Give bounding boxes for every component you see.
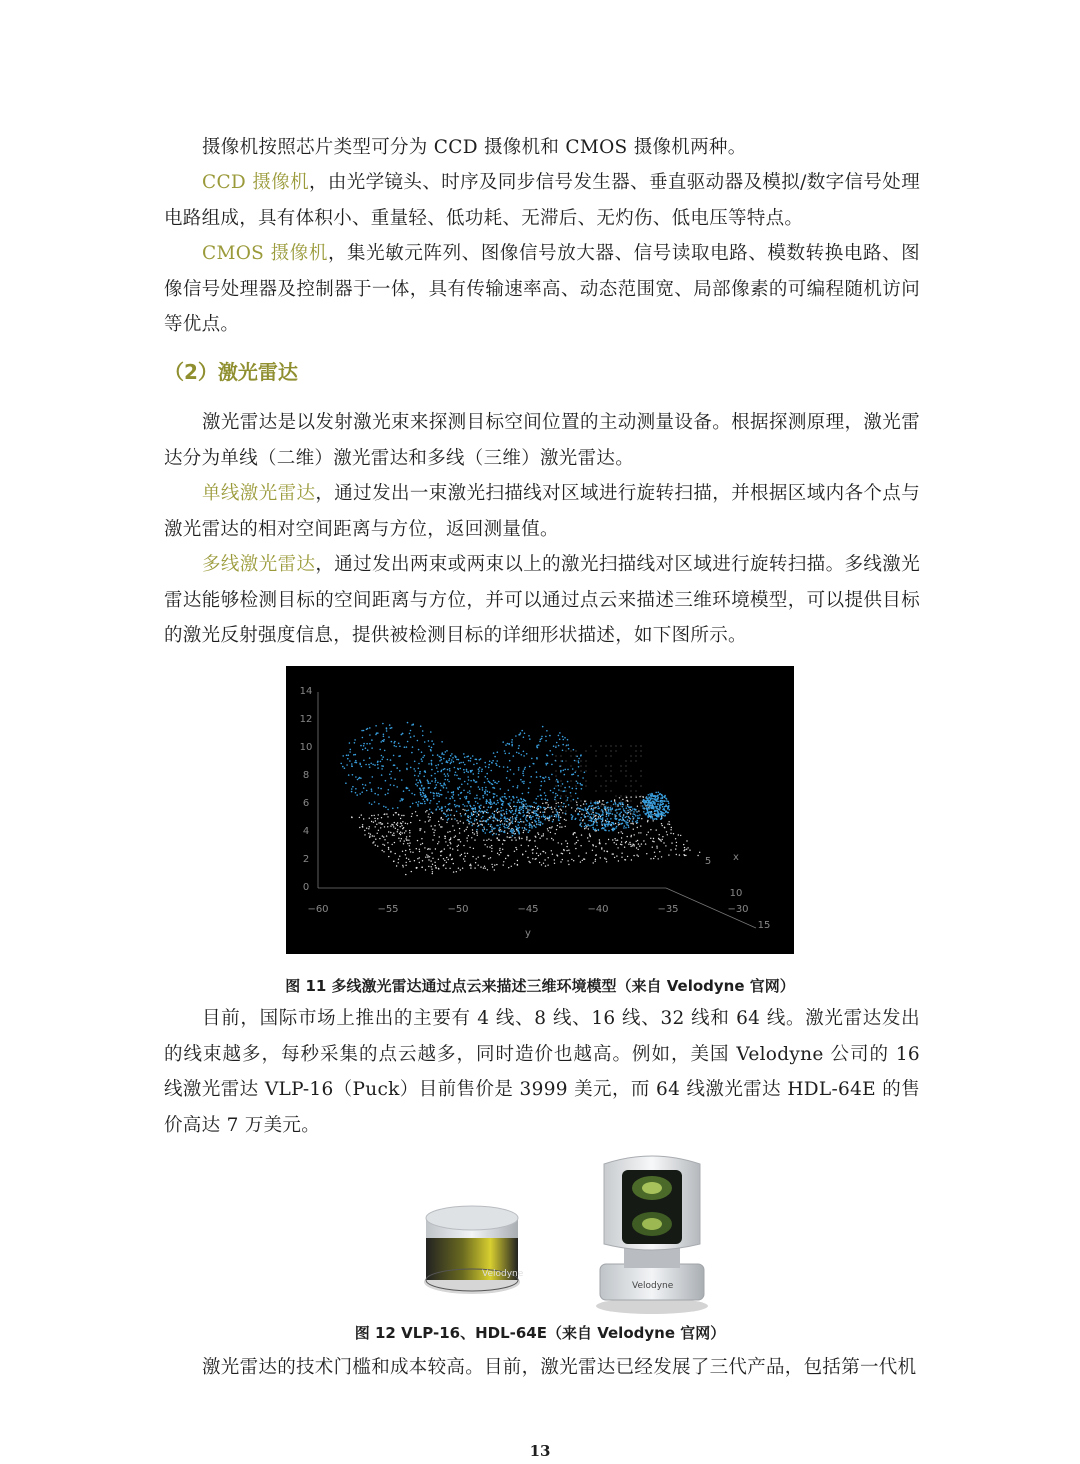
point-cloud-points [340,722,700,876]
y-axis-label: y [525,928,531,939]
hdl64e-sensor [596,1156,708,1314]
y-tick-label: −40 [587,904,609,915]
paragraph-lidar-generations [164,1350,920,1386]
paragraph-cmos-camera [164,236,920,343]
figure-11-caption: 图 11 多线激光雷达通过点云来描述三维环境模型（来自 Velodyne 官网） [285,977,795,995]
point-cloud-axes [318,692,756,928]
term-multi-line-lidar: 多线激光雷达 [202,554,316,575]
z-tick-label: 14 [299,686,313,697]
y-tick-label: −30 [727,904,749,915]
paragraph-text: 目前，国际市场上推出的主要有 4 线、8 线、16 线、32 线和 64 线。激光雷达发出的线束越多，每秒采集的点云越多，同时造价也越高。例如，美国 Velodyne 公司的 16 线激光雷达 VLP-16（Puck）目前售价是 3999 美元，而 64 线激光雷达 HDL-64E 的售价高达 7 万美元。 [164,1008,920,1136]
figure-12-caption: 图 12 VLP-16、HDL-64E（来自 Velodyne 官网） [354,1324,726,1342]
hdl64e-brand-mark: Velodyne [632,1281,674,1291]
term-single-line-lidar: 单线激光雷达 [202,483,316,504]
paragraph-text: 激光雷达是以发射激光束来探测目标空间位置的主动测量设备。根据探测原理，激光雷达分为单线（二维）激光雷达和多线（三维）激光雷达。 [164,412,920,469]
paragraph-single-line-lidar [164,476,920,547]
y-tick-label: −50 [447,904,469,915]
z-tick-label: 10 [299,742,313,753]
z-tick-label: 6 [302,798,310,809]
point-cloud-figure [286,666,794,954]
paragraph-text: 摄像机按照芯片类型可分为 CCD 摄像机和 CMOS 摄像机两种。 [202,137,747,158]
term-cmos-camera: CMOS 摄像机 [202,243,328,264]
y-tick-label: −45 [517,904,539,915]
z-tick-label: 8 [302,770,310,781]
y-tick-label: −55 [377,904,399,915]
vlp16-brand-mark: Velodyne [482,1269,524,1279]
paragraph-text: ，通过发出两束或两束以上的激光扫描线对区域进行旋转扫描。多线激光雷达能够检测目标的空间距离与方位，并可以通过点云来描述三维环境模型，可以提供目标的激光反射强度信息，提供被检测目标的详细形状描述，如下图所示。 [164,554,920,646]
paragraph-market-lidar [164,1001,920,1143]
term-ccd-camera: CCD 摄像机 [202,172,309,193]
vlp16-puck [424,1206,524,1294]
z-tick-label: 4 [302,826,310,837]
paragraph-text: 激光雷达的技术门槛和成本较高。目前，激光雷达已经发展了三代产品，包括第一代机 [202,1357,917,1378]
lidar-products-figure [400,1148,730,1318]
y-tick-label: −35 [657,904,679,915]
x-tick-label: 15 [757,920,771,931]
x-tick-label: 5 [704,856,712,867]
point-cloud-plot [286,666,794,954]
z-tick-label: 2 [302,854,310,865]
paragraph-lidar-intro [164,405,920,476]
paragraph-ccd-camera [164,165,920,236]
page-number: 13 [529,1442,551,1460]
y-tick-label: −60 [307,904,329,915]
x-axis-label: x [733,852,739,863]
paragraph-text: ，集光敏元阵列、图像信号放大器、信号读取电路、模数转换电路、图像信号处理器及控制器于一体，具有传输速率高、动态范围宽、局部像素的可编程随机访问等优点。 [164,243,920,335]
z-tick-label: 0 [302,882,310,893]
section-heading-lidar: （2）激光雷达 [164,360,298,384]
paragraph-chip-types [164,130,920,166]
z-tick-label: 12 [299,714,313,725]
paragraph-text: ，通过发出一束激光扫描线对区域进行旋转扫描，并根据区域内各个点与激光雷达的相对空间距离与方位，返回测量值。 [164,483,920,540]
lidar-products-illustration [400,1148,730,1318]
paragraph-multi-line-lidar [164,547,920,654]
x-tick-label: 10 [729,888,743,899]
paragraph-text: ，由光学镜头、时序及同步信号发生器、垂直驱动器及模拟/数字信号处理电路组成，具有体积小、重量轻、低功耗、无滞后、无灼伤、低电压等特点。 [164,172,920,229]
